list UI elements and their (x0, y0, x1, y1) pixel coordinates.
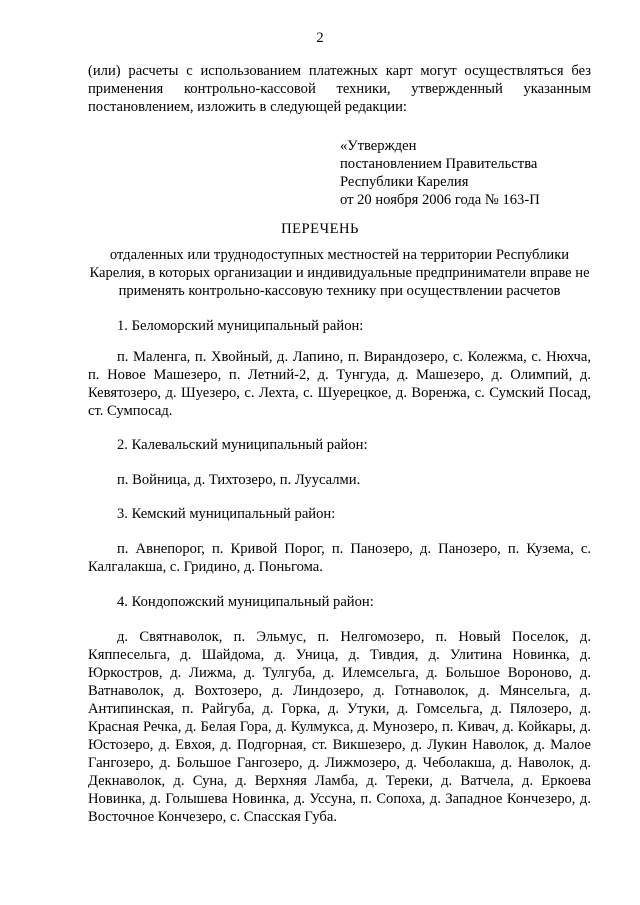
document-title: ПЕРЕЧЕНЬ (281, 221, 359, 237)
approval-line: Республики Карелия (340, 174, 469, 190)
settlement-list: д. Святнаволок, п. Эльмус, п. Нелгомозеро, п. Новый Поселок, д. Кяппесельга, д. Шайдома, д. Уница, д. Тивдия, д. Улитина Новинка, д. Юркостров, д. Лижма, д. Тулгуба, д. Илемсельга, д. Большое Вороново, д. Ватнаволок, д. Вохтозеро, д. Линдозеро, д. Готнаволок, д. Мянсельга, д. Антипинская, п. Райгуба, д. Горка, д. Утуки, д. Гомсельга, д. Пялозеро, д. Красная Речка, д. Белая Гора, д. Кулмукса, д. Мунозеро, п. Кивач, д. Койкары, д. Юстозеро, д. Евхоя, д. Подгорная, ст. Викшезеро, д. Лукин Наволок, д. Малое Гангозеро, д. Большое Гангозеро, д. Лижмозеро, д. Чеболакша, д. Наволок, д. Декнаволок, д. Суна, д. Верхняя Ламба, д. Тереки, д. Ватчела, д. Еркоева Новинка, д. Голышева Новинка, д. Уссуна, п. Сопоха, д. Западное Кончезеро, д. Восточное Кончезеро, с. Спасская Губа. (88, 629, 591, 825)
page-number: 2 (316, 30, 324, 46)
settlement-list: п. Авнепорог, п. Кривой Порог, п. Панозеро, д. Панозеро, п. Кузема, с. Калгалакша, с. Гридино, д. Поньгома. (88, 541, 591, 575)
district-heading: 2. Калевальский муниципальный район: (117, 437, 368, 453)
document-subtitle: отдаленных или труднодоступных местностей на территории Республики Карелия, в которых организации и индивидуальные предприниматели вправе не применять контрольно-кассовую технику при осуществлении расчетов (89, 247, 590, 299)
approval-line: «Утвержден (340, 138, 417, 154)
approval-line: от 20 ноября 2006 года № 163-П (340, 192, 540, 208)
district-heading: 4. Кондопожский муниципальный район: (117, 594, 374, 610)
district-heading: 3. Кемский муниципальный район: (117, 506, 336, 522)
settlement-list: п. Маленга, п. Хвойный, д. Лапино, п. Вирандозеро, с. Колежма, с. Нюхча, п. Новое Машезеро, п. Летний-2, д. Тунгуда, д. Машезеро, д. Олимпий, д. Кевятозеро, д. Шуезеро, с. Лехта, с. Шуерецкое, д. Воренжа, с. Сумский Посад, ст. Сумпосад. (88, 349, 591, 419)
approval-line: постановлением Правительства (340, 156, 538, 172)
intro-paragraph: (или) расчеты с использованием платежных карт могут осуществляться без применения контрольно-кассовой техники, утвержденный указанным постановлением, изложить в следующей редакции: (88, 63, 591, 115)
district-heading: 1. Беломорский муниципальный район: (117, 318, 364, 334)
settlement-list: п. Войница, д. Тихтозеро, п. Луусалми. (117, 472, 361, 488)
approval-stamp (340, 137, 540, 209)
